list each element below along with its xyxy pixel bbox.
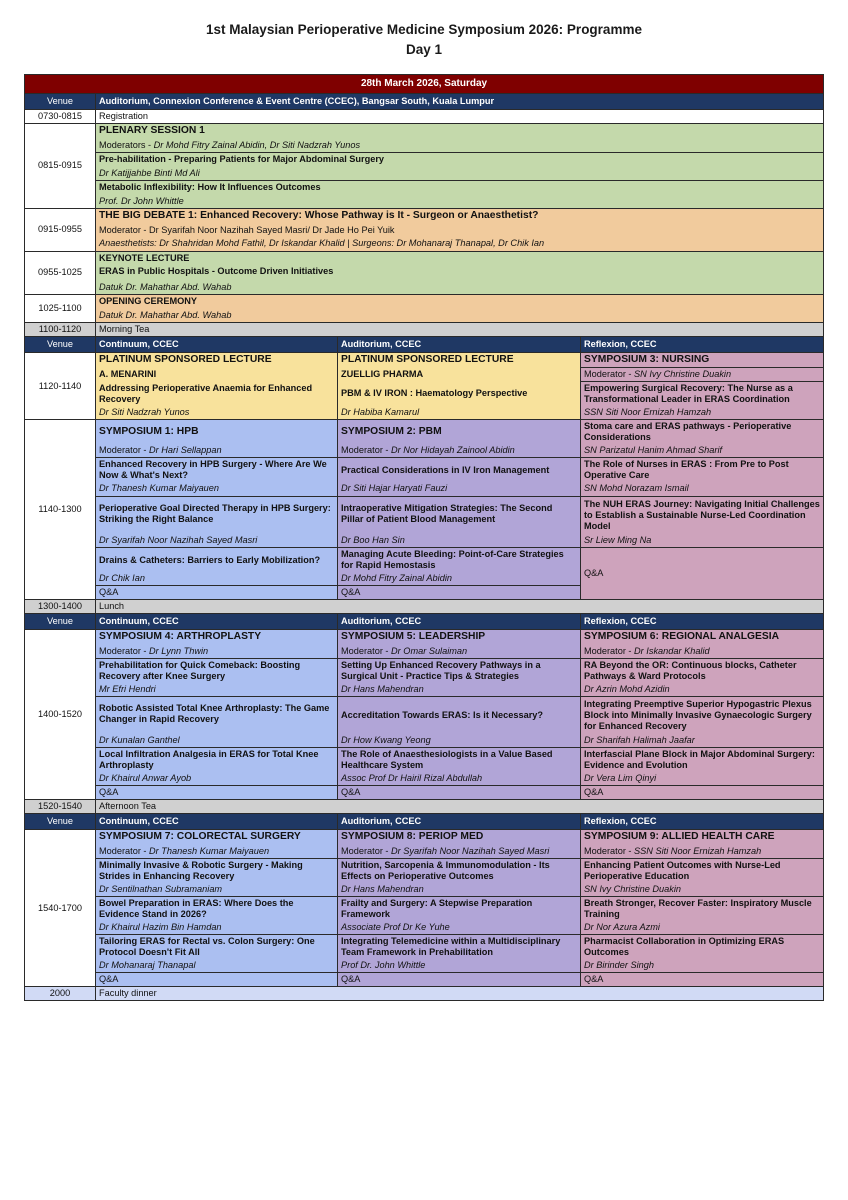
talk-speaker: Dr Siti Hajar Haryati Fauzi [338,482,581,496]
qa-label: Q&A [96,586,338,600]
talk-title: Nutrition, Sarcopenia & Immunomodulation - Its Effects on Perioperative Outcomes [338,858,581,883]
qa-label: Q&A [96,786,338,800]
talk-title: Integrating Telemedicine within a Multidisciplinary Team Framework in Prehabilitation [338,934,581,959]
talk-speaker: SSN Siti Noor Ernizah Hamzah [581,406,824,420]
talk-title: Prehabilitation for Quick Comeback: Boosting Recovery after Knee Surgery [96,658,338,683]
plenary-talk-speaker: Prof. Dr John Whittle [96,194,824,208]
symposium-8-title: SYMPOSIUM 8: PERIOP MED [338,830,581,845]
symposium-4-title: SYMPOSIUM 4: ARTHROPLASTY [96,630,338,645]
talk-speaker: Dr How Kwang Yeong [338,734,581,748]
talk-speaker: Dr Mohanaraj Thanapal [96,959,338,973]
talk-speaker: SN Mohd Norazam Ismail [581,482,824,496]
sponsor-name-1: A. MENARINI [96,368,338,382]
symposium-6-title: SYMPOSIUM 6: REGIONAL ANALGESIA [581,630,824,645]
talk-speaker: Dr Birinder Singh [581,959,824,973]
time-afternoon-tea: 1520-1540 [25,800,96,814]
plenary-talk-title: Pre-habilitation - Preparing Patients for Major Abdominal Surgery [96,152,824,166]
plenary-title: PLENARY SESSION 1 [96,124,824,139]
time-morning-tea: 1100-1120 [25,322,96,336]
symposium-8-moderator: Moderator - Dr Syarifah Noor Nazihah Sayed Masri [338,845,581,859]
talk-speaker: Dr Chik Ian [96,572,338,586]
lunch-label: Lunch [96,600,824,614]
talk-speaker: Dr Syarifah Noor Nazihah Sayed Masri [96,534,338,548]
talk-title: Empowering Surgical Recovery: The Nurse as a Transformational Leader in ERAS Coordination [581,382,824,407]
talk-speaker: Dr Khairul Hazim Bin Hamdan [96,921,338,935]
symposium-7-title: SYMPOSIUM 7: COLORECTAL SURGERY [96,830,338,845]
sponsor-talk-title-1: Addressing Perioperative Anaemia for Enhanced Recovery [96,382,338,407]
venue-reflexion: Reflexion, CCEC [581,814,824,830]
venue-label: Venue [25,94,96,110]
date-bar: 28th March 2026, Saturday [25,75,824,94]
talk-title: Managing Acute Bleeding: Point-of-Care Strategies for Rapid Hemostasis [338,548,581,573]
talk-speaker: Dr Boo Han Sin [338,534,581,548]
debate-panel: Anaesthetists: Dr Shahridan Mohd Fathil, Dr Iskandar Khalid | Surgeons: Dr Mohanaraj Thanapal, Dr Chik Ian [96,237,824,251]
symposium-3-title: SYMPOSIUM 3: NURSING [581,352,824,367]
time-lunch: 1300-1400 [25,600,96,614]
talk-speaker: Prof Dr. John Whittle [338,959,581,973]
time-registration: 0730-0815 [25,110,96,124]
time-plenary: 0815-0915 [25,124,96,209]
talk-title: The Role of Nurses in ERAS : From Pre to Post Operative Care [581,458,824,483]
venue-continuum: Continuum, CCEC [96,614,338,630]
plenary-talk-title: Metabolic Inflexibility: How It Influences Outcomes [96,180,824,194]
venue-auditorium: Auditorium, CCEC [338,336,581,352]
sponsor-speaker-1: Dr Siti Nadzrah Yunos [96,406,338,420]
talk-title: Tailoring ERAS for Rectal vs. Colon Surgery: One Protocol Doesn't Fit All [96,934,338,959]
qa-label: Q&A [96,973,338,987]
talk-title: Minimally Invasive & Robotic Surgery - Making Strides in Enhancing Recovery [96,858,338,883]
talk-speaker: Dr Azrin Mohd Azidin [581,683,824,697]
talk-title: Perioperative Goal Directed Therapy in HPB Surgery: Striking the Right Balance [96,496,338,534]
venue-label: Venue [25,614,96,630]
time-debate: 0915-0955 [25,208,96,251]
qa-label: Q&A [581,973,824,987]
talk-speaker: Dr Khairul Anwar Ayob [96,772,338,786]
talk-speaker: Dr Nor Azura Azmi [581,921,824,935]
venue-auditorium: Auditorium, CCEC [338,814,581,830]
symposium-3-moderator: Moderator - SN Ivy Christine Duakin [581,368,824,382]
talk-speaker: Associate Prof Dr Ke Yuhe [338,921,581,935]
symposium-9-title: SYMPOSIUM 9: ALLIED HEALTH CARE [581,830,824,845]
talk-speaker: Assoc Prof Dr Hairil Rizal Abdullah [338,772,581,786]
symposium-2-title: SYMPOSIUM 2: PBM [338,420,581,445]
talk-speaker: Dr Sentilnathan Subramaniam [96,883,338,897]
symposium-4-moderator: Moderator - Dr Lynn Thwin [96,645,338,659]
talk-title: Breath Stronger, Recover Faster: Inspiratory Muscle Training [581,896,824,921]
opening-speaker: Datuk Dr. Mahathar Abd. Wahab [96,308,824,322]
symposium-7-moderator: Moderator - Dr Thanesh Kumar Maiyauen [96,845,338,859]
talk-speaker: Dr Vera Lim Qinyi [581,772,824,786]
sponsor-label-1: PLATINUM SPONSORED LECTURE [96,352,338,367]
talk-speaker: SN Parizatul Hanim Ahmad Sharif [581,444,824,458]
venue-continuum: Continuum, CCEC [96,814,338,830]
dinner-label: Faculty dinner [96,987,824,1001]
symposium-6-moderator: Moderator - Dr Iskandar Khalid [581,645,824,659]
talk-speaker: Dr Thanesh Kumar Maiyauen [96,482,338,496]
talk-title: Frailty and Surgery: A Stepwise Preparation Framework [338,896,581,921]
talk-title: Setting Up Enhanced Recovery Pathways in a Surgical Unit - Practice Tips & Strategies [338,658,581,683]
talk-speaker: Mr Efri Hendri [96,683,338,697]
venue-reflexion: Reflexion, CCEC [581,614,824,630]
sponsor-talk-title-2: PBM & IV IRON : Haematology Perspective [338,382,581,407]
venue-label: Venue [25,814,96,830]
talk-title: Robotic Assisted Total Knee Arthroplasty: The Game Changer in Rapid Recovery [96,696,338,734]
keynote-label: KEYNOTE LECTURE [96,251,824,265]
talk-title: Bowel Preparation in ERAS: Where Does the Evidence Stand in 2026? [96,896,338,921]
talk-speaker: Dr Hans Mahendran [338,883,581,897]
time-dinner: 2000 [25,987,96,1001]
talk-title: Stoma care and ERAS pathways - Perioperative Considerations [581,420,824,445]
symposium-2-moderator: Moderator - Dr Nor Hidayah Zainool Abidin [338,444,581,458]
debate-title: THE BIG DEBATE 1: Enhanced Recovery: Whose Pathway is It - Surgeon or Anaesthetist? [96,208,824,223]
debate-moderator: Moderator - Dr Syarifah Noor Nazihah Sayed Masri/ Dr Jade Ho Pei Yuik [96,223,824,237]
symposium-5-title: SYMPOSIUM 5: LEADERSHIP [338,630,581,645]
talk-title: Interfascial Plane Block in Major Abdominal Surgery: Evidence and Evolution [581,748,824,773]
qa-label: Q&A [338,586,581,600]
talk-speaker: Dr Hans Mahendran [338,683,581,697]
talk-title: Pharmacist Collaboration in Optimizing ERAS Outcomes [581,934,824,959]
registration-label: Registration [96,110,824,124]
afternoon-tea-label: Afternoon Tea [96,800,824,814]
talk-title: The NUH ERAS Journey: Navigating Initial Challenges to Establish a Sustainable Nurse-Led Coordination Model [581,496,824,534]
time-opening: 1025-1100 [25,294,96,322]
venue-auditorium: Auditorium, CCEC [338,614,581,630]
talk-title: RA Beyond the OR: Continuous blocks, Catheter Pathways & Ward Protocols [581,658,824,683]
talk-title: Enhancing Patient Outcomes with Nurse-Led Perioperative Education [581,858,824,883]
talk-speaker: Dr Mohd Fitry Zainal Abidin [338,572,581,586]
keynote-speaker: Datuk Dr. Mahathar Abd. Wahab [96,278,824,295]
symposium-1-title: SYMPOSIUM 1: HPB [96,420,338,445]
time-keynote: 0955-1025 [25,251,96,294]
opening-title: OPENING CEREMONY [96,294,824,308]
time-1120: 1120-1140 [25,352,96,419]
talk-title: The Role of Anaesthesiologists in a Value Based Healthcare System [338,748,581,773]
keynote-title: ERAS in Public Hospitals - Outcome Driven Initiatives [96,265,824,278]
talk-title: Integrating Preemptive Superior Hypogastric Plexus Block into Minimally Invasive Gynaecologic Surgery for Enhanced Recovery [581,696,824,734]
time-1540: 1540-1700 [25,830,96,987]
talk-title: Practical Considerations in IV Iron Management [338,458,581,483]
qa-label: Q&A [581,786,824,800]
talk-title: Accreditation Towards ERAS: Is it Necessary? [338,696,581,734]
talk-title: Intraoperative Mitigation Strategies: The Second Pillar of Patient Blood Management [338,496,581,534]
talk-speaker: Dr Sharifah Halimah Jaafar [581,734,824,748]
plenary-talk-speaker: Dr Katijjahbe Binti Md Ali [96,166,824,180]
page-title: 1st Malaysian Perioperative Medicine Symposium 2026: Programme [206,22,642,37]
venue-reflexion: Reflexion, CCEC [581,336,824,352]
sponsor-speaker-2: Dr Habiba Kamarul [338,406,581,420]
talk-speaker: Dr Kunalan Ganthel [96,734,338,748]
symposium-1-moderator: Moderator - Dr Hari Sellappan [96,444,338,458]
sponsor-label-2: PLATINUM SPONSORED LECTURE [338,352,581,367]
qa-label: Q&A [338,786,581,800]
day-title: Day 1 [405,42,443,57]
symposium-9-moderator: Moderator - SSN Siti Noor Ernizah Hamzah [581,845,824,859]
symposium-5-moderator: Moderator - Dr Omar Sulaiman [338,645,581,659]
talk-title: Drains & Catheters: Barriers to Early Mobilization? [96,548,338,573]
time-1140: 1140-1300 [25,420,96,600]
venue-label: Venue [25,336,96,352]
time-1400: 1400-1520 [25,630,96,800]
venue-continuum: Continuum, CCEC [96,336,338,352]
venue-main: Auditorium, Connexion Conference & Event Centre (CCEC), Bangsar South, Kuala Lumpur [96,94,824,110]
plenary-moderators: Moderators - Dr Mohd Fitry Zainal Abidin, Dr Siti Nadzrah Yunos [96,138,824,152]
talk-title: Enhanced Recovery in HPB Surgery - Where Are We Now & What's Next? [96,458,338,483]
sponsor-name-2: ZUELLIG PHARMA [338,368,581,382]
qa-label: Q&A [338,973,581,987]
talk-speaker: Sr Liew Ming Na [581,534,824,548]
talk-speaker: SN Ivy Christine Duakin [581,883,824,897]
morning-tea-label: Morning Tea [96,322,824,336]
talk-title: Local Infiltration Analgesia in ERAS for Total Knee Arthroplasty [96,748,338,773]
qa-label: Q&A [581,548,824,600]
programme-table [24,74,824,1001]
